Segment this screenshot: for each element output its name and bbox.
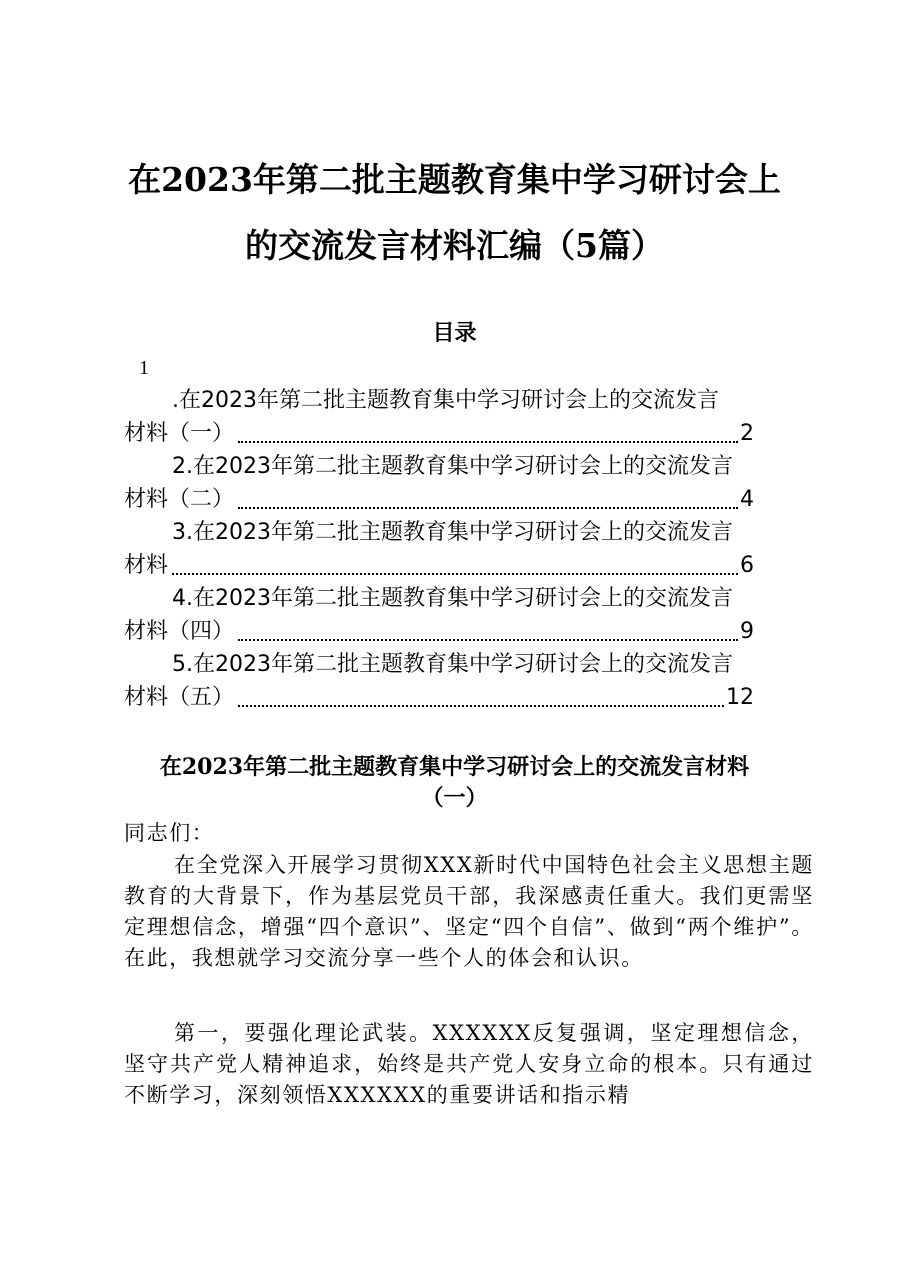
toc-entry-4-page: 9 xyxy=(740,619,754,644)
body-paragraph-1: 在全党深入开展学习贯彻XXX新时代中国特色社会主义思想主题教育的大背景下，作为基层党员干部，我深感责任重大。我们更需坚定理想信念，增强“四个意识”、坚定“四个自信”、做到“两个维护”。在此，我想就学习交流分享一些个人的体会和认识。 xyxy=(124,853,814,970)
section-title-line-1: 在2023年第二批主题教育集中学习研讨会上的交流发言材料 xyxy=(159,754,750,780)
toc-entry-5-line-1[interactable]: 5.在2023年第二批主题教育集中学习研讨会上的交流发言 xyxy=(172,652,733,677)
toc-dot-leader xyxy=(172,551,738,575)
toc-heading: 目录 xyxy=(432,320,477,346)
toc-entry-2-line-1[interactable]: 2.在2023年第二批主题教育集中学习研讨会上的交流发言 xyxy=(172,454,733,479)
toc-entry-2-page: 4 xyxy=(740,487,754,512)
toc-entry-3-page: 6 xyxy=(740,553,754,578)
section-title-line-2: （一） xyxy=(421,785,488,811)
toc-entry-1-line-1[interactable]: .在2023年第二批主题教育集中学习研讨会上的交流发言 xyxy=(172,388,719,413)
toc-entry-1-page: 2 xyxy=(740,421,754,446)
toc-entry-1-line-2[interactable] xyxy=(124,419,754,449)
toc-entry-5-line-2[interactable] xyxy=(124,683,754,713)
toc-entry-3-line-2[interactable] xyxy=(124,551,754,581)
toc-first-number: 1 xyxy=(139,357,149,379)
toc-dot-leader xyxy=(238,419,738,443)
toc-entry-2-line-2[interactable] xyxy=(124,485,754,515)
toc-entry-4-line-2[interactable] xyxy=(124,617,754,647)
toc-entry-3-label: 材料 xyxy=(124,553,169,578)
salutation: 同志们： xyxy=(124,821,215,845)
toc-dot-leader xyxy=(238,617,738,641)
toc-entry-1-label: 材料（一） xyxy=(124,421,235,446)
document-title-line-1: 在2023年第二批主题教育集中学习研讨会上 xyxy=(128,160,781,199)
toc-entry-2-label: 材料（二） xyxy=(124,487,235,512)
body-paragraph-2: 第一，要强化理论武装。XXXXXX反复强调，坚定理想信念，坚守共产党人精神追求，始终是共产党人安身立命的根本。只有通过不断学习，深刻领悟XXXXXX的重要讲话和指示精 xyxy=(124,1021,814,1107)
toc-entry-4-line-1[interactable]: 4.在2023年第二批主题教育集中学习研讨会上的交流发言 xyxy=(172,586,733,611)
toc-entry-5-label: 材料（五） xyxy=(124,685,235,710)
toc-dot-leader xyxy=(238,485,738,509)
toc-dot-leader xyxy=(238,683,724,707)
document-title-line-2: 的交流发言材料汇编（5篇） xyxy=(245,226,664,265)
toc-entry-3-line-1[interactable]: 3.在2023年第二批主题教育集中学习研讨会上的交流发言 xyxy=(172,520,733,545)
toc-entry-5-page: 12 xyxy=(726,685,754,710)
toc-entry-4-label: 材料（四） xyxy=(124,619,235,644)
